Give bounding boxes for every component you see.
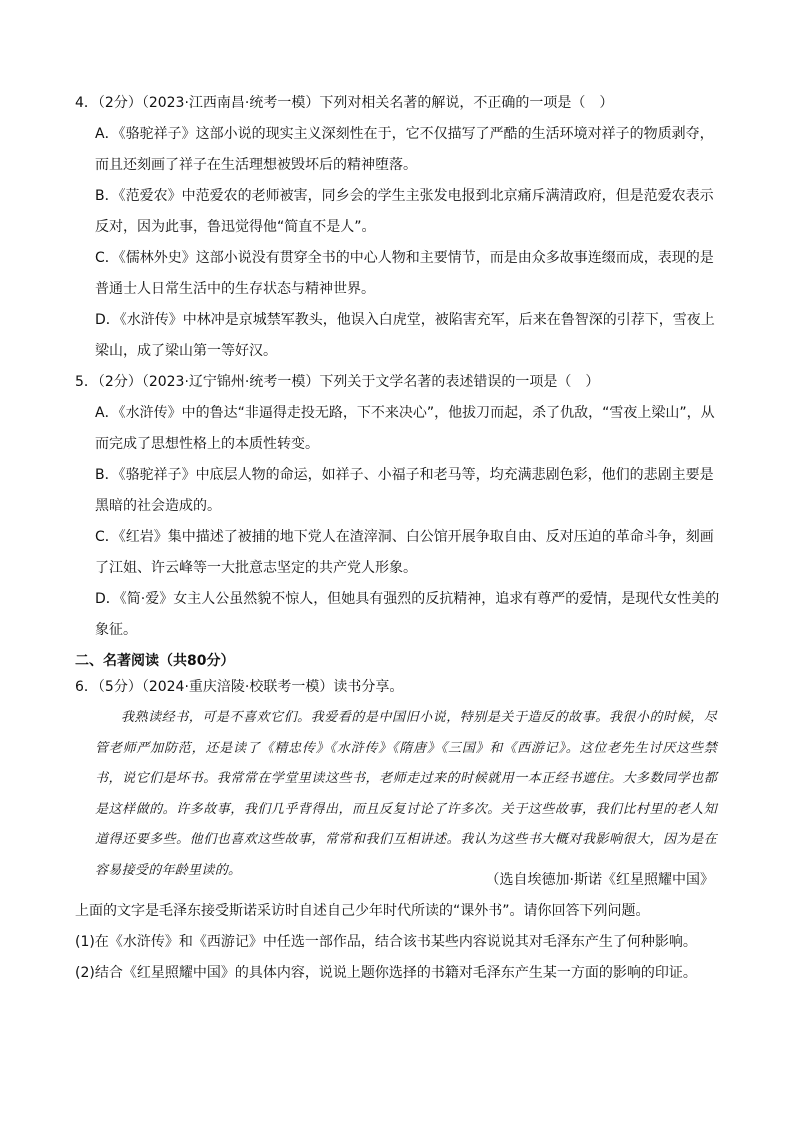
q5-option-a: A．《水浒传》中的鲁达“非逼得走投无路，下不来决心”，他拔刀而起，杀了仇敌，“雪夜上梁山”，从: [95, 405, 715, 421]
q4-stem: 4．（2分）（2023·江西南昌·统考一模）下列对相关名著的解说，不正确的一项是（ ）: [75, 95, 614, 111]
q5-option-c-cont: 了江姐、许云峰等一大批意志坚定的共产党人形象。: [95, 560, 417, 576]
q5-option-d: D．《简·爱》女主人公虽然貌不惊人，但她具有强烈的反抗精神，追求有尊严的爱情，是现代女性美的: [95, 591, 720, 607]
q6-sub-question-2: (2)结合《红星照耀中国》的具体内容，说说上题你选择的书籍对毛泽东产生某一方面的影响的印证。: [75, 965, 697, 981]
q6-stem: 6．（5分）（2024·重庆涪陵·校联考一模）读书分享。: [75, 679, 404, 695]
q4-option-d-cont: 梁山，成了梁山第一等好汉。: [95, 343, 277, 359]
q4-option-c: C．《儒林外史》这部小说没有贯穿全书的中心人物和主要情节，而是由众多故事连缀而成，表现的是: [95, 250, 714, 266]
q6-intro: 上面的文字是毛泽东接受斯诺采访时自述自己少年时代所读的“课外书”。请你回答下列问题。: [75, 903, 650, 919]
passage-source: （选自埃德加·斯诺《红星照耀中国》: [485, 872, 714, 888]
q5-option-b: B．《骆驼祥子》中底层人物的命运，如祥子、小福子和老马等，均充满悲剧色彩，他们的悲剧主要是: [95, 467, 714, 483]
q4-option-b: B．《范爱农》中范爱农的老师被害，同乡会的学生主张发电报到北京痛斥满清政府，但是范爱农表示: [95, 188, 714, 204]
q6-sub-question-1: (1)在《水浒传》和《西游记》中任选一部作品，结合该书某些内容说说其对毛泽东产生了何种影响。: [75, 934, 697, 950]
q4-option-c-cont: 普通士人日常生活中的生存状态与精神世界。: [95, 281, 375, 297]
q5-option-c: C．《红岩》集中描述了被捕的地下党人在渣滓洞、白公馆开展争取自由、反对压迫的革命斗争，刻画: [95, 529, 714, 545]
q4-option-b-cont: 反对，因为此事，鲁迅觉得他“简直不是人”。: [95, 219, 376, 235]
section-title: 二、名著阅读（共80分）: [75, 653, 235, 669]
reading-passage: 我熟读经书，可是不喜欢它们。我爱看的是中国旧小说，特别是关于造反的故事。我很小的时候，尽管老师严加防范，还是读了《精忠传》《水浒传》《隋唐》《三国》和《西游记》。这位老先生讨厌这些禁书，说它们是坏书。我常常在学堂里读这些书，老师走过来的时候就用一本正经书遮住。大多数同学也都是这样做的。许多故事，我们几乎背得出，而且反复讨论了许多次。关于这些故事，我们比村里的老人知道得还要多些。他们也喜欢这些故事，常常和我们互相讲述。我认为这些书大概对我影响很大，因为是在容易接受的年龄里读的。: [95, 710, 717, 878]
q5-stem: 5．（2分）（2023·辽宁锦州·统考一模）下列关于文学名著的表述错误的一项是（ ）: [75, 374, 600, 390]
q4-option-d: D．《水浒传》中林冲是京城禁军教头，他误入白虎堂，被陷害充军，后来在鲁智深的引荐下，雪夜上: [95, 312, 715, 328]
q4-option-a-cont: 而且还刻画了祥子在生活理想被毁坏后的精神堕落。: [95, 157, 417, 173]
q5-option-d-cont: 象征。: [95, 622, 137, 638]
q5-option-b-cont: 黑暗的社会造成的。: [95, 498, 221, 514]
q4-option-a: A．《骆驼祥子》这部小说的现实主义深刻性在于，它不仅描写了严酷的生活环境对祥子的物质剥夺，: [95, 126, 714, 142]
q5-option-a-cont: 而完成了思想性格上的本质性转变。: [95, 436, 319, 452]
